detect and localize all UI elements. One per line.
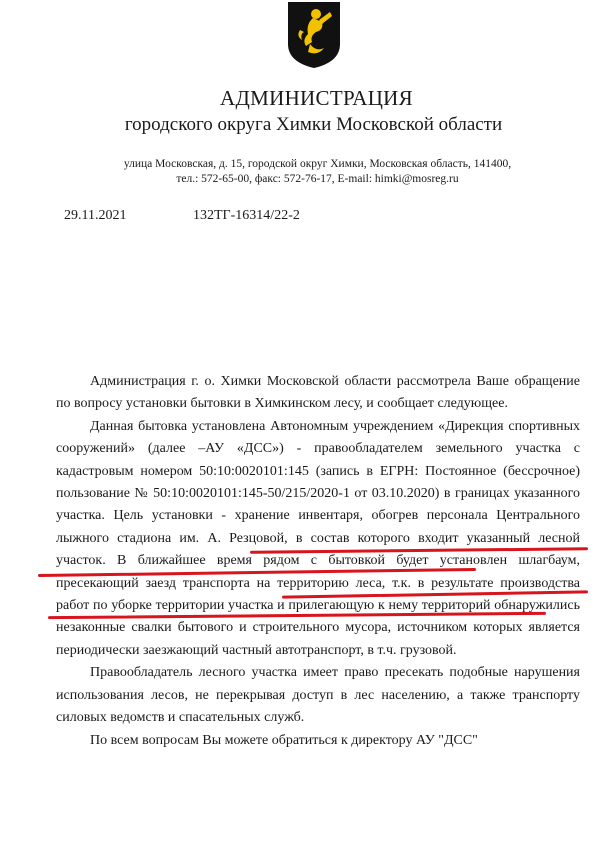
paragraph-intro: Администрация г. о. Химки Московской области рассмотрела Ваше обращение по вопросу установки бытовки в Химкинском лесу, и сообщает следующее.	[56, 374, 580, 412]
paragraph-contact: По всем вопросам Вы можете обратиться к директору АУ "ДСС"	[90, 732, 478, 748]
org-subtitle: городского округа Химки Московской области	[124, 114, 503, 135]
address-line: улица Московская, д. 15, городской округ Химки, Московская область, 141400,	[123, 158, 512, 170]
paragraph-details	[56, 416, 580, 662]
highlighted-barrier: В ближайшее время рядом с бытовкой будет установлен шлагбаум, пресекающий заезд транспорта на территорию леса	[56, 553, 580, 591]
text-segment: , в состав которого входит указанный лесной участок.	[56, 530, 580, 569]
org-title: АДМИНИСТРАЦИЯ	[220, 86, 413, 110]
text-segment: Данная бытовка установлена Автономным учреждением «Дирекция спортивных сооружений» (далее –АУ «ДСС») - правообладателем земельного участка с кадастровым номером 50:10:0020101:145 (запись в ЕГРН: Постоянное (бессрочное) пользование № 50:10:0020101:145-50/215/2020-1 от 03.10.2020) в границах указанного участка.	[56, 418, 580, 524]
coat-of-arms-icon	[286, 0, 342, 70]
document-number: 132ТГ-16314/22-2	[193, 208, 300, 223]
document-date: 29.11.2021	[64, 208, 127, 223]
letter-body	[56, 371, 580, 752]
text-segment: , т.к. в результате производства работ по уборке территории участка и прилегающую к нему территорий обнаружились незаконные свалки бытового и строительного мусора, источником которых является периодически заезжающий частный автотранспорт, в т.ч. грузовой.	[56, 575, 581, 658]
paragraph-rights: Правообладатель лесного участка имеет право пресекать подобные нарушения использования лесов, не перекрывая доступ в лес населению, а также транспорту силовых ведомств и спасательных служб.	[56, 665, 580, 726]
highlighted-purpose: Цель установки - хранение инвентаря, обогрев персонала Центрального лыжного стадиона им. А. Резцовой	[56, 508, 581, 546]
contacts-line: тел.: 572-65-00, факс: 572-76-17, E-mail: himki@mosreg.ru	[176, 173, 459, 185]
